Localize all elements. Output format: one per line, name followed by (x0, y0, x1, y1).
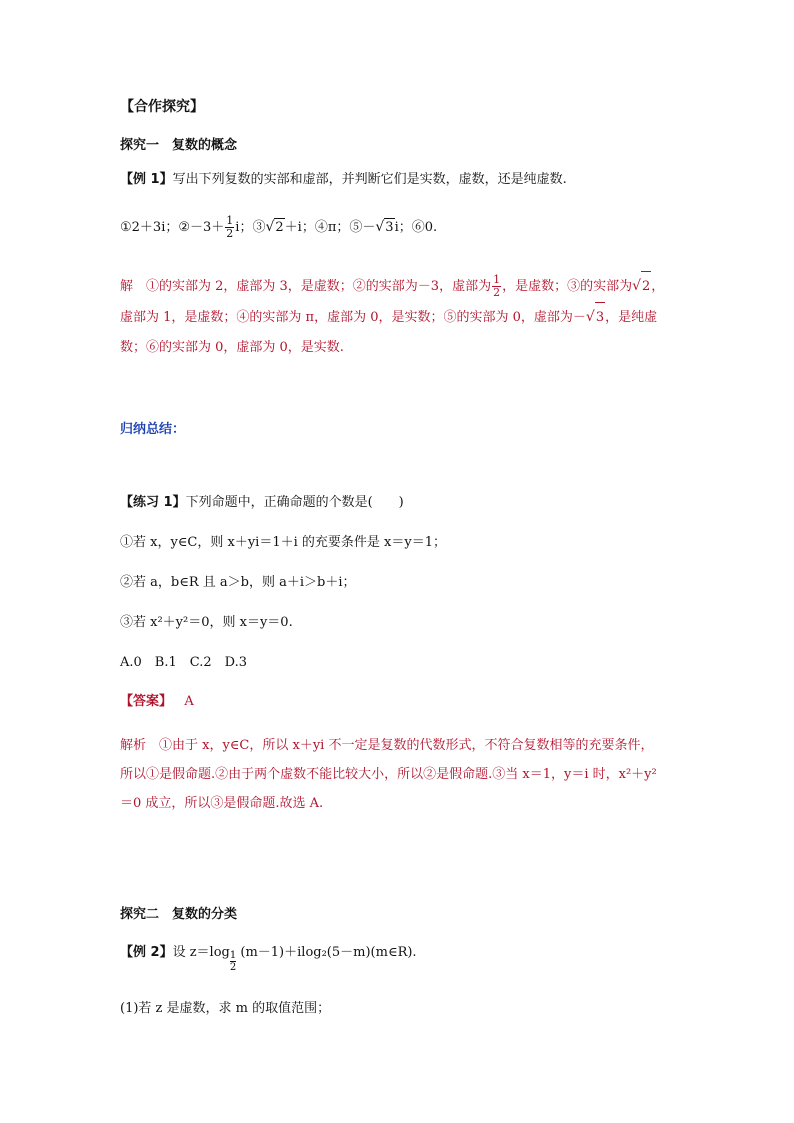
radical-sign-icon: √ (375, 219, 385, 235)
proposition-1: ①若 x，y∈C，则 x＋yi＝1＋i 的充要条件是 x＝y＝1； (120, 535, 446, 550)
exercise1-question: 下列命题中，正确命题的个数是( ) (185, 495, 404, 510)
frac-num: 1 (226, 214, 234, 227)
items-part-b: i；③ (235, 220, 266, 235)
log-base-fraction (230, 950, 236, 973)
solution-1b: ，是虚数；③的实部为 (502, 279, 633, 294)
solution-line-2 (120, 302, 664, 333)
sqrt-2-radicand: 2 (641, 271, 651, 302)
analysis-line-1: 解析 ①由于 x，y∈C，所以 x＋yi 不一定是复数的代数形式，不符合复数相等的充要条件， (120, 738, 654, 753)
example2-text-a: 设 z＝log (172, 945, 230, 960)
fraction-half (225, 215, 234, 240)
sqrt-3-radicand: 3 (385, 220, 394, 235)
explore2-title: 探究二 复数的分类 (120, 907, 238, 922)
radical-sign-icon: √ (585, 309, 595, 325)
solution-2a: 虚部为 1，是虚数；④的实部为 π，虚部为 0，是实数；⑤的实部为 0，虚部为－ (120, 310, 586, 325)
solution-1a: 解 ①的实部为 2，虚部为 3，是虚数；②的实部为－3，虚部为 (120, 279, 492, 294)
example1-statement (120, 171, 567, 189)
example2-statement (120, 944, 417, 973)
frac-den: 2 (226, 227, 234, 240)
radical-sign-icon: √ (265, 219, 275, 235)
section-header: 【合作探究】 (120, 99, 204, 115)
answer-row (120, 693, 194, 711)
example1-solution (120, 271, 664, 363)
summary-label: 归纳总结： (120, 422, 186, 437)
items-part-a: ①2＋3i；②－3＋ (120, 220, 225, 235)
log-base-num: 1 (229, 950, 237, 961)
answer-value: A (184, 694, 194, 709)
frac-num: 1 (493, 273, 501, 286)
example1-label: 【例 1】 (120, 172, 173, 187)
solution-2b: ，是纯虚 (605, 310, 658, 325)
sqrt-3-radicand: 3 (595, 302, 605, 333)
analysis-line-2: 所以①是假命题.②由于两个虚数不能比较大小，所以②是假命题.③当 x＝1，y＝i 时，x²＋y² (120, 767, 657, 782)
example2-text-b: (m－1)＋ilog₂(5－m)(m∈R). (240, 945, 417, 960)
solution-line-1 (120, 271, 664, 302)
exercise1-statement (120, 494, 404, 512)
answer-options: A.0 B.1 C.2 D.3 (120, 655, 247, 670)
proposition-2: ②若 a，b∈R 且 a＞b，则 a＋i＞b＋i； (120, 575, 356, 590)
solution-1c: ， (651, 279, 665, 294)
example1-text: 写出下列复数的实部和虚部，并判断它们是实数，虚数，还是纯虚数. (172, 172, 567, 187)
example2-part1: (1)若 z 是虚数，求 m 的取值范围； (120, 1001, 331, 1016)
items-part-c: ＋i；④π；⑤－ (284, 220, 376, 235)
exercise1-label: 【练习 1】 (120, 495, 186, 510)
answer-label: 【答案】 (120, 694, 173, 709)
items-part-d: i；⑥0. (394, 220, 438, 235)
fraction-half-solution (492, 274, 501, 299)
solution-line-3: 数；⑥的实部为 0，虚部为 0，是实数. (120, 340, 344, 355)
explore1-title: 探究一 复数的概念 (120, 138, 238, 153)
example2-label: 【例 2】 (120, 945, 173, 960)
log-base-den: 2 (229, 962, 237, 973)
analysis-line-3: ＝0 成立，所以③是假命题.故选 A. (120, 796, 324, 811)
example1-items (120, 215, 437, 240)
frac-den: 2 (493, 286, 501, 299)
sqrt-2-radicand: 2 (275, 220, 284, 235)
exercise1-analysis (120, 731, 657, 818)
radical-sign-icon: √ (632, 278, 642, 294)
proposition-3: ③若 x²＋y²＝0，则 x＝y＝0. (120, 615, 293, 630)
